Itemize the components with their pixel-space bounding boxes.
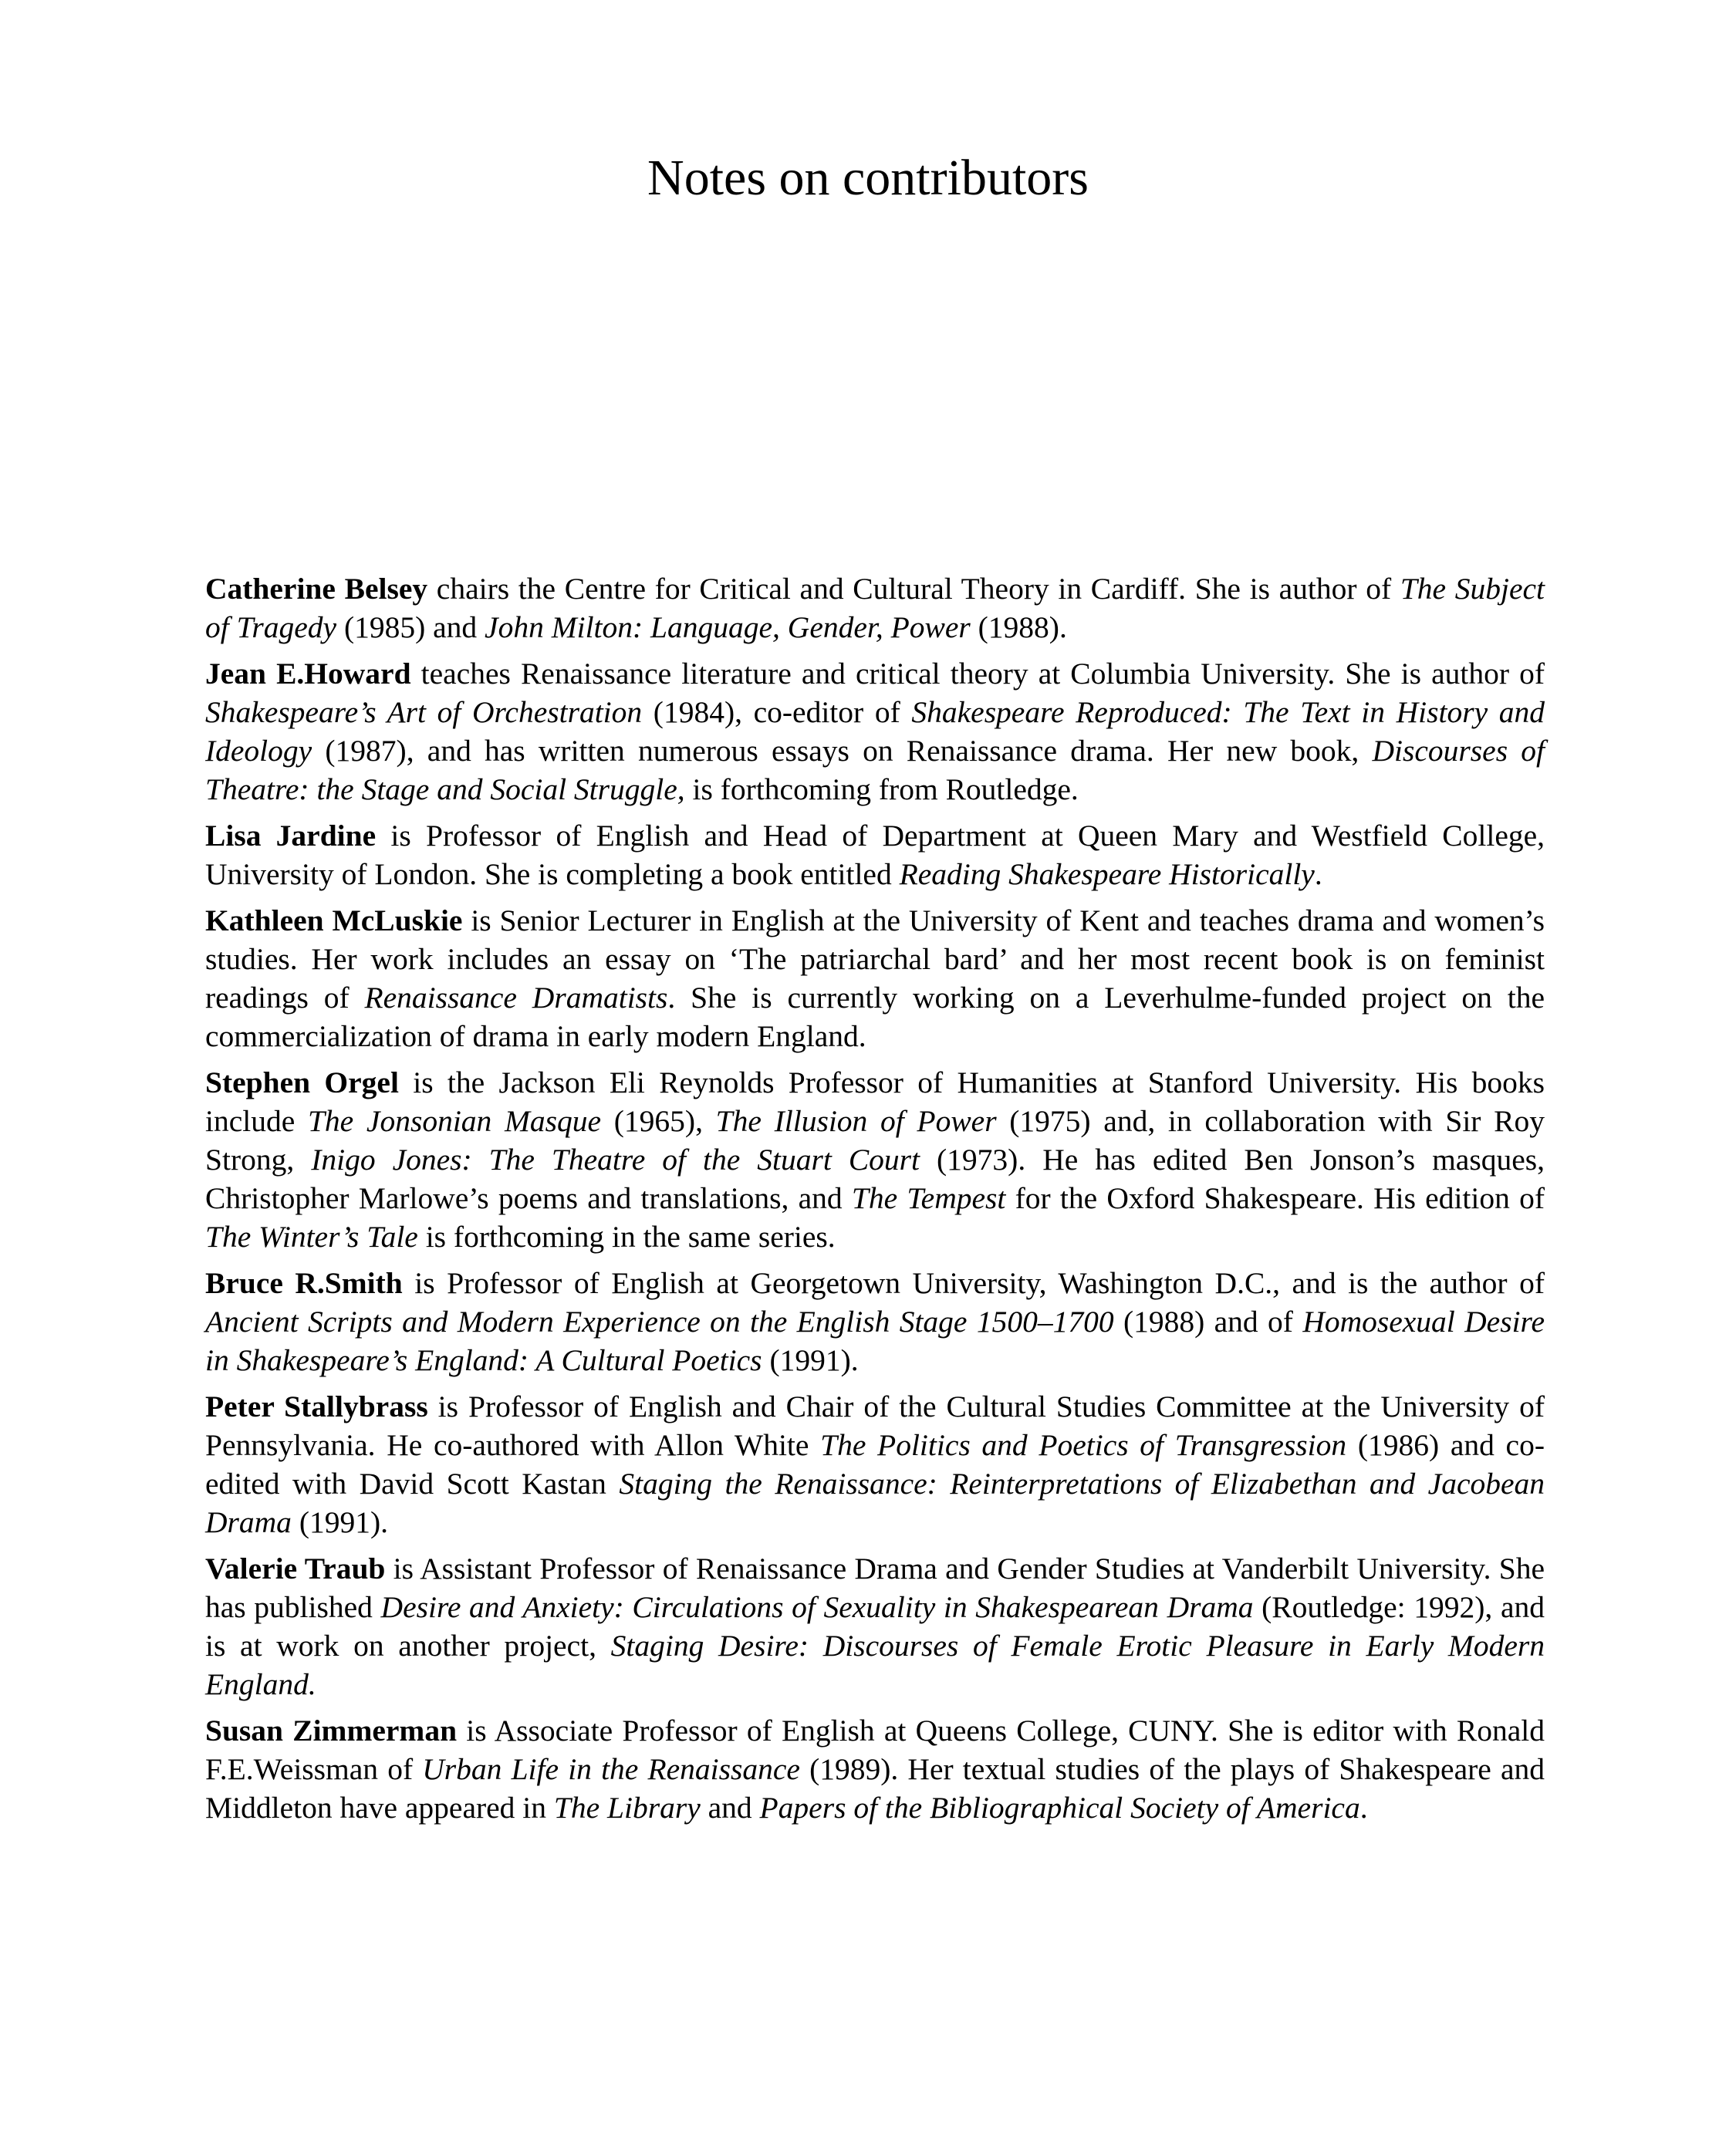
- work-title: John Milton: Language, Gender, Power: [485, 610, 971, 644]
- contributor-name: Catherine Belsey: [205, 572, 428, 606]
- bio-text: is forthcoming from Routledge.: [684, 772, 1079, 806]
- bio-text: teaches Renaissance literature and critical theory at Columbia University. She is author of: [410, 657, 1545, 691]
- contributor-entry: [205, 1387, 1545, 1542]
- bio-text: chairs the Centre for Critical and Cultural Theory in Cardiff. She is author of: [427, 572, 1400, 606]
- contributor-entry: [205, 569, 1545, 647]
- bio-text: is Professor of English at Georgetown University, Washington D.C., and is the author of: [402, 1266, 1545, 1300]
- contributor-name: Bruce R.Smith: [205, 1266, 403, 1300]
- work-title: Papers of the Bibliographical Society of America: [759, 1791, 1360, 1825]
- page-title: Notes on contributors: [647, 150, 1089, 206]
- bio-text: (1991).: [762, 1343, 859, 1377]
- contributor-name: Peter Stallybrass: [205, 1390, 428, 1423]
- work-title: The Subject of Tragedy: [205, 572, 1545, 644]
- work-title: Shakespeare Reproduced: The Text in History and Ideology: [205, 695, 1545, 768]
- contributor-name: Valerie Traub: [205, 1552, 386, 1585]
- bio-text: is Professor of English and Chair of the Cultural Studies Committee at the University of Pennsylvania. He co-authored with Allon White: [205, 1390, 1545, 1462]
- bio-text: is Professor of English and Head of Department at Queen Mary and Westfield College, University of London. She is completing a book entitled: [205, 819, 1545, 891]
- bio-text: (1989). Her textual studies of the plays of Shakespeare and Middleton have appeared in: [205, 1752, 1545, 1825]
- work-title: The Politics and Poetics of Transgression: [820, 1428, 1347, 1462]
- work-title: Renaissance Dramatists: [364, 981, 668, 1015]
- work-title: Shakespeare’s Art of Orchestration: [205, 695, 643, 729]
- bio-text: is forthcoming in the same series.: [417, 1220, 836, 1254]
- work-title: The Winter’s Tale: [205, 1220, 418, 1254]
- work-title: Desire and Anxiety: Circulations of Sexuality in Shakespearean Drama: [380, 1590, 1254, 1624]
- bio-text: .: [1359, 1791, 1368, 1825]
- work-title: Discourses of Theatre: the Stage and Social Struggle,: [205, 734, 1545, 806]
- work-title: The Tempest: [851, 1181, 1006, 1215]
- contributor-name: Kathleen McLuskie: [205, 903, 463, 937]
- work-title: Reading Shakespeare Historically: [899, 857, 1315, 891]
- contributor-entry: [205, 816, 1545, 893]
- work-title: Homosexual Desire in Shakespeare’s England: A Cultural Poetics: [205, 1305, 1545, 1377]
- work-title: Staging the Renaissance: Reinterpretations of Elizabethan and Jacobean Drama: [205, 1467, 1545, 1539]
- bio-text: for the Oxford Shakespeare. His edition of: [1005, 1181, 1545, 1215]
- bio-text: . She is currently working on a Leverhulme-funded project on the commercialization of drama in early modern England.: [205, 981, 1545, 1053]
- contributor-entry: [205, 1063, 1545, 1256]
- contributor-name: Lisa Jardine: [205, 819, 377, 853]
- contributor-entry: [205, 901, 1545, 1055]
- bio-text: and: [700, 1791, 760, 1825]
- bio-text: (Routledge: 1992), and is at work on another project,: [205, 1590, 1545, 1663]
- work-title: The Library: [553, 1791, 701, 1825]
- bio-text: .: [1314, 857, 1322, 891]
- work-title: Inigo Jones: The Theatre of the Stuart Court: [311, 1143, 920, 1177]
- work-title: Urban Life in the Renaissance: [422, 1752, 800, 1786]
- bio-text: (1965),: [601, 1104, 716, 1138]
- bio-text: is the Jackson Eli Reynolds Professor of Humanities at Stanford University. His books include: [205, 1065, 1545, 1138]
- work-title: Ancient Scripts and Modern Experience on the English Stage 1500–1700: [205, 1305, 1114, 1339]
- work-title: The Jonsonian Masque: [307, 1104, 602, 1138]
- work-title: The Illusion of Power: [715, 1104, 997, 1138]
- contributor-entry: [205, 1711, 1545, 1827]
- contributor-entry: [205, 1264, 1545, 1379]
- bio-text: is Senior Lecturer in English at the University of Kent and teaches drama and women’s studies. Her work includes an essay on ‘The patriarchal bard’ and her most recent book is on feminist readings of: [205, 903, 1545, 1015]
- bio-text: (1984), co-editor of: [642, 695, 912, 729]
- bio-text: is Associate Professor of English at Queens College, CUNY. She is editor with Ronald F.E.Weissman of: [205, 1714, 1545, 1786]
- contributor-name: Jean E.Howard: [205, 657, 411, 691]
- bio-text: (1988) and of: [1113, 1305, 1303, 1339]
- bio-text: (1986) and co-edited with David Scott Kastan: [205, 1428, 1545, 1501]
- contributor-entry: [205, 1549, 1545, 1704]
- bio-text: (1973). He has edited Ben Jonson’s masques, Christopher Marlowe’s poems and translations, and: [205, 1143, 1545, 1215]
- bio-text: is Assistant Professor of Renaissance Drama and Gender Studies at Vanderbilt University. She has published: [205, 1552, 1545, 1624]
- bio-text: (1985) and: [336, 610, 485, 644]
- contributor-name: Stephen Orgel: [205, 1065, 399, 1099]
- bio-text: (1991).: [291, 1505, 388, 1539]
- work-title: Staging Desire: Discourses of Female Erotic Pleasure in Early Modern England.: [205, 1629, 1545, 1701]
- contributor-entry: [205, 654, 1545, 809]
- contributors-list: [205, 569, 1545, 1835]
- bio-text: (1987), and has written numerous essays on Renaissance drama. Her new book,: [312, 734, 1373, 768]
- contributor-name: Susan Zimmerman: [205, 1714, 458, 1748]
- bio-text: (1988).: [970, 610, 1067, 644]
- bio-text: (1975) and, in collaboration with Sir Roy Strong,: [205, 1104, 1545, 1177]
